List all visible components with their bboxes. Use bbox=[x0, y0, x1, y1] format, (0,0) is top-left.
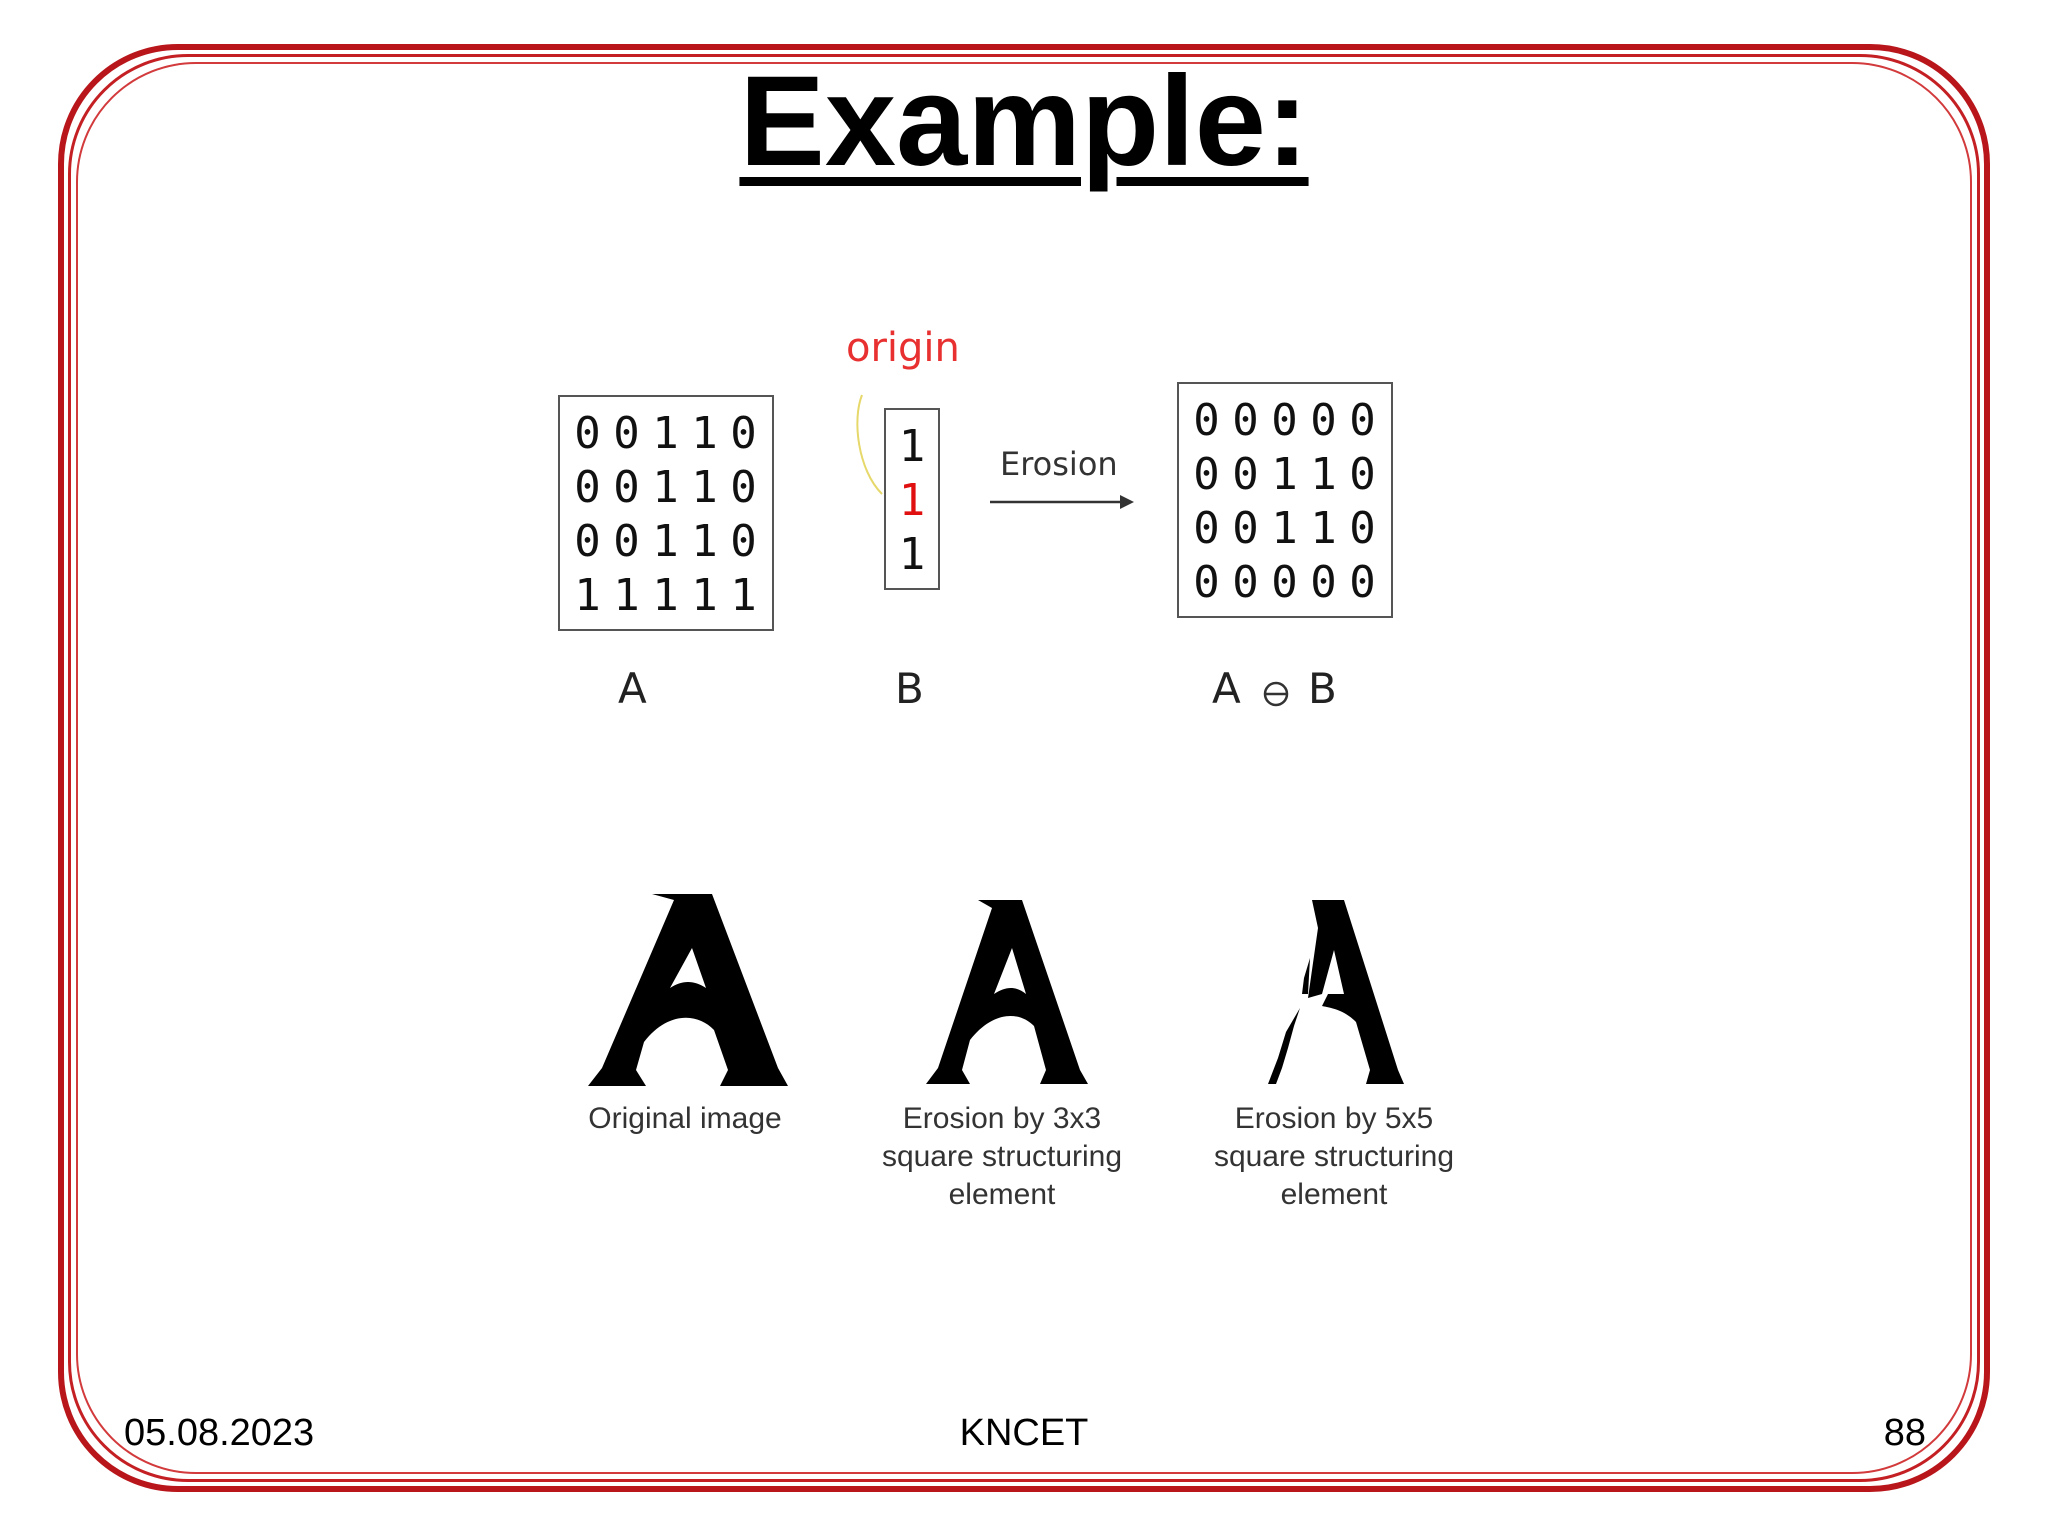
matrix-result-cell: 0 bbox=[1193, 557, 1220, 608]
footer-page-number: 88 bbox=[1883, 1412, 1926, 1454]
original-image-letter-a bbox=[582, 892, 792, 1088]
label-a: A bbox=[618, 664, 647, 713]
footer-date: 05.08.2023 bbox=[124, 1412, 315, 1454]
matrix-result-cell: 0 bbox=[1271, 395, 1298, 446]
matrix-result-cell: 1 bbox=[1271, 449, 1298, 500]
matrix-a-cell: 0 bbox=[574, 408, 601, 459]
label-b: B bbox=[895, 664, 924, 713]
matrix-result-cell: 1 bbox=[1271, 503, 1298, 554]
matrix-result-cell: 0 bbox=[1310, 557, 1337, 608]
matrix-b-origin-cell: 1 bbox=[898, 475, 926, 526]
erosion-5x5-letter-a bbox=[1248, 898, 1418, 1086]
matrix-a-cell: 0 bbox=[730, 462, 757, 513]
matrix-result-cell: 0 bbox=[1349, 503, 1376, 554]
caption-line: Erosion by 3x3 bbox=[902, 1102, 1102, 1135]
origin-label: origin bbox=[846, 325, 960, 371]
caption-line: Erosion by 5x5 bbox=[1234, 1102, 1434, 1135]
matrix-a-cell: 1 bbox=[652, 462, 679, 513]
matrix-a-cell: 1 bbox=[652, 516, 679, 567]
matrix-a-cell: 1 bbox=[691, 408, 718, 459]
matrix-result-cell: 0 bbox=[1310, 395, 1337, 446]
matrix-a-cell: 0 bbox=[730, 516, 757, 567]
matrix-a-cell: 0 bbox=[613, 462, 640, 513]
caption-erosion-3x3 bbox=[862, 1100, 1142, 1214]
matrix-a-cell: 0 bbox=[730, 408, 757, 459]
matrix-result-cell: 0 bbox=[1349, 395, 1376, 446]
caption-line: element bbox=[1280, 1178, 1388, 1211]
slide-title: Example: bbox=[739, 50, 1309, 193]
erosion-operator-symbol bbox=[1262, 680, 1292, 710]
matrix-result-cell: 0 bbox=[1232, 503, 1259, 554]
matrix-a-cell: 1 bbox=[691, 570, 718, 621]
matrix-result-cell: 0 bbox=[1349, 557, 1376, 608]
matrix-a-cell: 1 bbox=[574, 570, 601, 621]
matrix-result-cell: 0 bbox=[1193, 503, 1220, 554]
footer-institution: KNCET bbox=[959, 1412, 1089, 1454]
caption-line: element bbox=[948, 1178, 1056, 1211]
matrix-a-cell: 1 bbox=[691, 462, 718, 513]
caption-line: square structuring bbox=[1213, 1140, 1455, 1173]
erosion-3x3-letter-a bbox=[918, 898, 1098, 1086]
matrix-result-cell: 0 bbox=[1349, 449, 1376, 500]
matrix-a-cell: 1 bbox=[613, 570, 640, 621]
matrix-a-cell: 1 bbox=[652, 570, 679, 621]
matrix-a-cell: 0 bbox=[613, 516, 640, 567]
matrix-a-cell: 0 bbox=[574, 462, 601, 513]
matrix-result-cell: 0 bbox=[1193, 449, 1220, 500]
matrix-b-cell: 1 bbox=[898, 529, 926, 580]
matrix-a-cell: 1 bbox=[730, 570, 757, 621]
matrix-result-cell: 0 bbox=[1271, 557, 1298, 608]
matrix-a-cell: 0 bbox=[574, 516, 601, 567]
matrix-b-cell: 1 bbox=[898, 421, 926, 472]
caption-line: square structuring bbox=[881, 1140, 1123, 1173]
matrix-result-cell: 0 bbox=[1232, 449, 1259, 500]
matrix-result-cell: 0 bbox=[1193, 395, 1220, 446]
matrix-a-cell: 1 bbox=[652, 408, 679, 459]
matrix-result-cell: 1 bbox=[1310, 449, 1337, 500]
matrix-result-cell: 0 bbox=[1232, 395, 1259, 446]
caption-original-image bbox=[560, 1100, 810, 1138]
caption-erosion-5x5 bbox=[1194, 1100, 1474, 1214]
erosion-label: Erosion bbox=[1000, 445, 1118, 483]
matrix-a-cell: 0 bbox=[613, 408, 640, 459]
label-result-b: B bbox=[1308, 664, 1337, 713]
matrix-result-cell: 0 bbox=[1232, 557, 1259, 608]
matrix-result-cell: 1 bbox=[1310, 503, 1337, 554]
label-result-a: A bbox=[1212, 664, 1241, 713]
caption-line: Original image bbox=[588, 1102, 782, 1135]
matrix-a-cell: 1 bbox=[691, 516, 718, 567]
